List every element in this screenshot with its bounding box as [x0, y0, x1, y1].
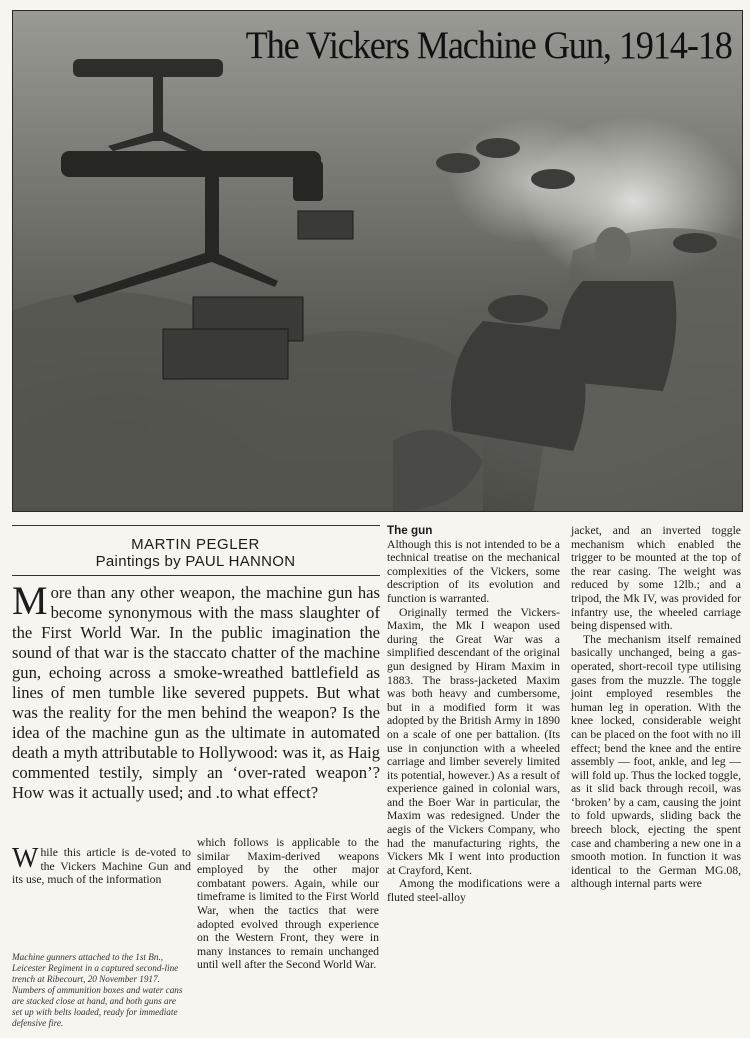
author-name: MARTIN PEGLER — [131, 536, 260, 553]
body-col3-para-2: Originally termed the Vickers-Maxim, the Mk I weapon used during the Great War was a simplified descendant of the original gun designed by Hiram Maxim in 1883. The brass-jacketed Maxim was both heavy and cumbersome, but in a modified form it was adopted by the British Army in 1890 on a scale of one per battalion. (Its use in conjunction with a wheeled carriage and limber severely limited its potential, however.) As a result of experience gained in colonial wars, and the Boer War in particular, the Maxim was redesigned. Under the aegis of the Vickers Company, who had the manufacturing rights, the Vickers Mk I went into production at Crayford, Kent. — [387, 605, 560, 877]
intro-paragraph — [12, 578, 380, 803]
body-col4-para-2: The mechanism itself remained basically unchanged, being a gas-operated, short-recoil type utilising gases from the muzzle. The toggle joint employed resembles the human leg in operation. With the knee locked, considerable weight can be placed on the foot with no ill effect; bend the knee and the entire assembly — foot, ankle, and leg — will fold up. Thus the locked toggle, as it slid back through recoil, was ‘broken’ by a cam, causing the joint to fold upwards, sliding back the breech block, ejecting the spent case and chambering a new one in a smooth motion. In function it was identical to the German MG.08, although internal parts were — [571, 632, 741, 891]
article-title: The Vickers Machine Gun, 1914-18 — [245, 24, 732, 67]
body-column-3 — [387, 524, 560, 905]
body-col3-para-3: Among the modifications were a fluted steel-alloy — [387, 877, 560, 905]
photo-caption: Machine gunners attached to the 1st Bn., Leicester Regiment in a captured second-line trench at Ribecourt, 20 November 1917. Numbers of ammunition boxes and water cans are stacked close at hand, and both guns are set up with belts loaded, ready for immediate defensive fire. — [12, 952, 183, 1028]
section-heading-the-gun: The gun — [387, 524, 433, 537]
body-col2-text: which follows is applicable to the similar Maxim-derived weapons employed by the other major combatant powers. Again, while our timeframe is limited to the First World War, when the tactics that were adopted evolved through experience on the Western Front, they were in many instances to remain unchanged until well after the Second World War. — [197, 836, 379, 972]
intro-dropcap: M — [12, 578, 48, 623]
byline-rule-top — [12, 525, 380, 526]
paintings-credit: Paintings by PAUL HANNON — [95, 553, 296, 570]
body-col3-para-1: Although this is not intended to be a technical treatise on the mechanical complexities of the Vickers, some description of its evolution and function is warranted. — [387, 537, 560, 605]
byline-rule-bottom — [12, 575, 380, 576]
body-col4-para-1: jacket, and an inverted toggle mechanism which enabled the trigger to be mounted at the top of the rear casing. The weight was reduced by some 12lb.; and a tripod, the Mk IV, was provided for infantry use, the wheeled carriage being dispensed with. — [571, 524, 741, 633]
photo-illustration — [13, 11, 743, 512]
intro-text: ore than any other weapon, the machine gun has become synonymous with the mass slaughter of the First World War. In the public imagination the sound of that war is the staccato chatter of the machine gun, echoing across a smoke-wreathed battlefield as lines of men tumble like severed puppets. But what was the reality for the men behind the weapon? Is the idea of the machine gun as the ultimate in automated death a myth attributable to Hollywood: was it, as Haig commented testily, simply an ‘over-rated weapon’? How was it actually used; and .to what effect? — [12, 583, 380, 802]
body-dropcap: W — [12, 843, 39, 874]
body-column-1 — [12, 843, 191, 887]
photo-machine-gunners — [12, 10, 743, 512]
body-col1-text: hile this article is de-voted to the Vickers Machine Gun and its use, much of the information — [12, 846, 191, 887]
body-column-4 — [571, 524, 741, 891]
body-column-2 — [197, 836, 379, 972]
